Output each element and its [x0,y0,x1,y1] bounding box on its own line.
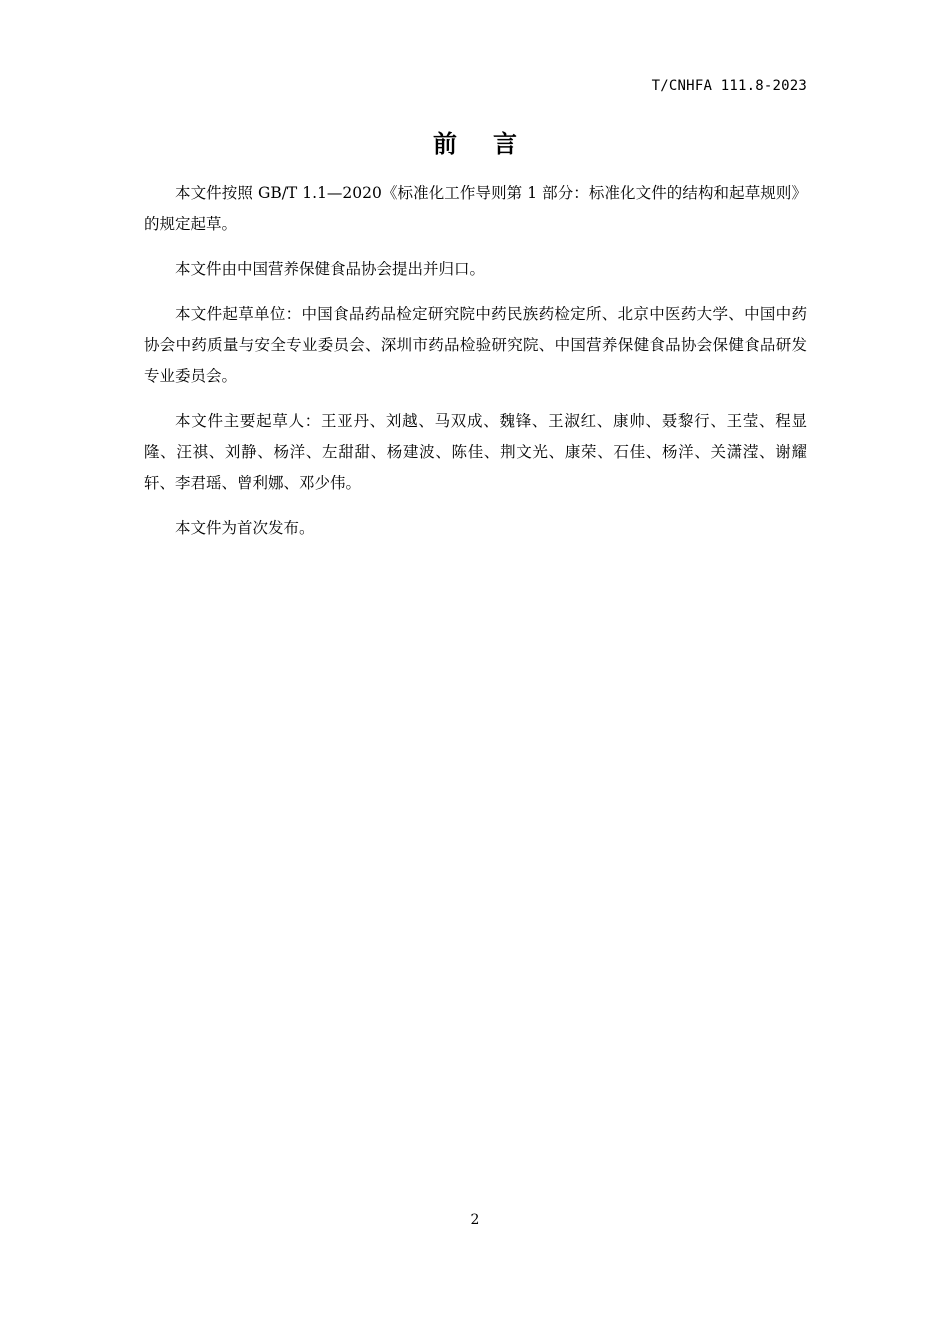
page-title: 前言 [433,130,553,158]
document-code: T/CNHFA 111.8-2023 [651,78,807,94]
document-body [144,178,807,558]
paragraph-first-release: 本文件为首次发布。 [175,519,315,537]
paragraph-drafting-units: 本文件起草单位：中国食品药品检定研究院中药民族药检定所、北京中医药大学、中国中药协会中药质量与安全专业委员会、深圳市药品检验研究院、中国营养保健食品协会保健食品研发专业委员会。 [144,305,807,385]
paragraph-drafting-rules: 本文件按照 GB/T 1.1—2020《标准化工作导则第 1 部分：标准化文件的结构和起草规则》的规定起草。 [144,184,807,233]
paragraph-drafters: 本文件主要起草人：王亚丹、刘越、马双成、魏锋、王淑红、康帅、聂黎行、王莹、程显隆、汪祺、刘静、杨洋、左甜甜、杨建波、陈佳、荆文光、康荣、石佳、杨洋、关潇滢、谢耀轩、李君瑶、曾利娜、邓少伟。 [144,412,807,492]
paragraph-proposer: 本文件由中国营养保健食品协会提出并归口。 [175,260,486,278]
page-number: 2 [470,1212,480,1228]
